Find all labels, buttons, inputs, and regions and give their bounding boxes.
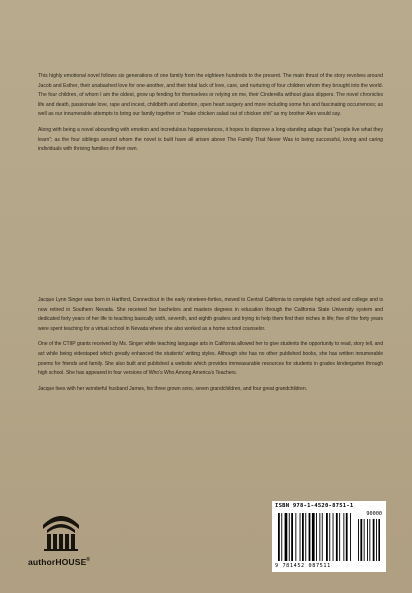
- publisher-wordmark: [28, 557, 126, 567]
- registered-mark: ®: [86, 557, 91, 564]
- synopsis-paragraph-2: Along with being a novel abounding with emotion and incredulous happenstances, it hopes to disprove a long-standing adage that “people live what they learn”; as the four siblings around whom the novel is built have all arisen above The Family That Never Was to being successful, loving and caring individuals with thriving families of their own.: [38, 126, 383, 153]
- isbn-digits: 9 781452 087511: [275, 563, 331, 569]
- author-bio: [38, 296, 383, 400]
- barcode-bar: [295, 513, 296, 561]
- barcode-bar: [319, 513, 320, 561]
- barcode-addon-bar: [367, 519, 368, 561]
- bio-paragraph-2: One of the CTIIP grants received by Ms. Singer while teaching language arts in California allowed her to give students the opportunity to read, story tell, and act while being videotaped which greatly enhanced the students’ writing styles. Although she has no other published books, she has written innumerable poems for friends and family. She also built and published a website which provides immeasurable resources for students in grades kindergarten through high school. She has appeared in four versions of Who’s Who Among America’s Teachers.: [38, 341, 383, 377]
- barcode-bar: [350, 513, 351, 561]
- price-code: 90000: [366, 511, 382, 517]
- barcode-bar: [289, 513, 290, 561]
- wordmark-author: author: [28, 557, 56, 567]
- barcode-bars: [278, 513, 380, 563]
- barcode-bar: [312, 513, 315, 561]
- barcode-addon-bar: [358, 519, 359, 561]
- synopsis-paragraph-1: This highly emotional novel follows six generations of one family from the eighteen hundreds to the present. The main thrust of the story revolves around Jacob and Esther, their unabashed love for one-another, and their total lack of love, care, and nurturing of four children whom they brought into the world. The four children, of whom I am the oldest, grow up fending for themselves or relying on me, their Cinderella without glass slippers. The novel chronicles life and death, passionate love, rape and incest, childbirth and abortion, open heart surgery and more including some fun and fascinating occurrences; as well as our innumerable attempts to bring our family together or “make chicken salad out of chicken shit” as my brother Alex would say.: [38, 73, 383, 118]
- barcode-bar: [309, 513, 311, 561]
- barcode-addon-bar: [376, 519, 377, 561]
- barcode-addon-bar: [373, 519, 375, 561]
- barcode-bar: [326, 513, 328, 561]
- barcode-addon-bar: [369, 519, 370, 561]
- bio-paragraph-3: Jacque lives with her wonderful husband James, his three grown sons, seven grandchildren, and four great grandchildren.: [38, 385, 307, 392]
- barcode-addon-bar: [360, 519, 362, 561]
- barcode-bar: [300, 513, 301, 561]
- synopsis-text: [38, 72, 383, 161]
- wordmark-house: HOUSE: [55, 557, 87, 567]
- barcode-bar: [305, 513, 306, 561]
- publisher-logo: [28, 509, 126, 571]
- barcode-bar: [302, 513, 304, 561]
- authorhouse-book-arch-icon: [41, 509, 81, 551]
- isbn-label: ISBN 978-1-4520-8751-1: [275, 503, 354, 509]
- barcode-bar: [278, 513, 280, 561]
- barcode-bar: [336, 513, 338, 561]
- barcode-bar: [346, 513, 348, 561]
- barcode-bar: [343, 513, 344, 561]
- barcode-addon-bar: [378, 519, 380, 561]
- bio-paragraph-1: Jacque Lynn Singer was born in Hartford, Connecticut in the early nineteen-forties, moved to Central California to complete high school and college and is now retired in Southern Nevada. She received her bachelors and masters degrees in education through the California State University system and dedicated forty years of her life to teaching basically sixth, seventh, and eighth graders and trying to help them find their niches in life; five of the forty years were spent teaching for a virtual school in Nevada where she also worked as a home school counselor.: [38, 297, 383, 332]
- barcode-bar: [333, 513, 334, 561]
- barcode-addon-bar: [364, 519, 365, 561]
- barcode-bar: [322, 513, 323, 561]
- barcode-bar: [339, 513, 340, 561]
- barcode-bar: [291, 513, 293, 561]
- barcode-bar: [281, 513, 282, 561]
- barcode-bar: [329, 513, 330, 561]
- barcode-bar: [285, 513, 288, 561]
- barcode-bar: [316, 513, 317, 561]
- isbn-barcode: [272, 501, 386, 572]
